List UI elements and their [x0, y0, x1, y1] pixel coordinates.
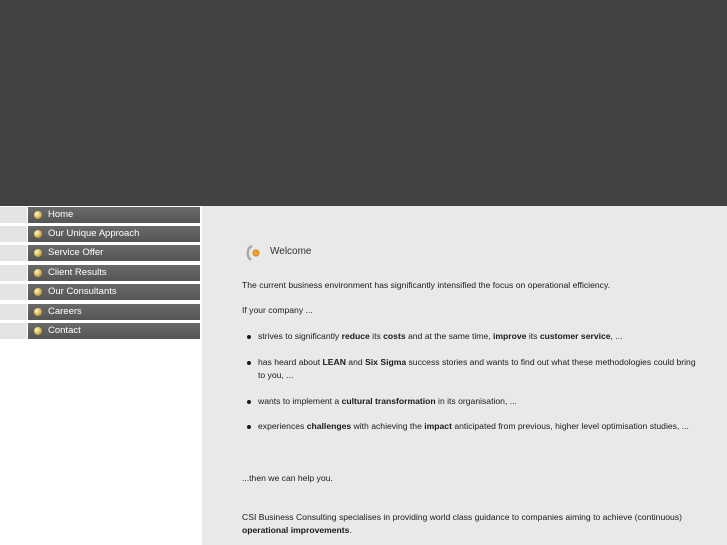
bullet-icon — [34, 211, 42, 219]
help-paragraph: ...then we can help you. — [242, 473, 333, 483]
bullet-icon — [34, 230, 42, 238]
nav-bar[interactable] — [28, 207, 200, 223]
nav-stub — [0, 304, 27, 320]
nav-stub — [0, 226, 27, 242]
nav-label[interactable]: Service Offer — [48, 247, 104, 258]
bullet-dot-icon — [247, 400, 251, 404]
bullet-dot-icon — [247, 335, 251, 339]
main-content — [202, 206, 727, 545]
nav-label[interactable]: Client Results — [48, 267, 107, 278]
nav-label[interactable]: Home — [48, 209, 74, 220]
nav-label[interactable]: Contact — [48, 325, 81, 336]
nav-item-our-unique-approach[interactable] — [0, 226, 200, 242]
nav-item-contact[interactable] — [0, 323, 200, 339]
bullet-icon — [34, 308, 42, 316]
bullet-icon — [34, 288, 42, 296]
bullet-dot-icon — [247, 361, 251, 365]
nav-bar[interactable] — [28, 284, 200, 300]
bullet-text: strives to significantly reduce its costs and at the same time, improve its customer service, ... — [258, 331, 623, 341]
intro-paragraph: The current business environment has significantly intensified the focus on operational efficiency. — [242, 280, 610, 290]
bullet-text: has heard about LEAN and Six Sigma success stories and wants to find out what these methodologies could bring to you, ... — [258, 357, 696, 380]
welcome-logo-icon — [244, 243, 264, 263]
nav-stub — [0, 284, 27, 300]
closing-paragraph: CSI Business Consulting specialises in providing world class guidance to companies aiming to achieve (continuous) operational improvements. — [242, 512, 682, 535]
nav-bar[interactable] — [28, 304, 200, 320]
site-header — [0, 0, 727, 206]
nav-stub — [0, 265, 27, 281]
bullet-text: wants to implement a cultural transformation in its organisation, ... — [258, 396, 517, 406]
bullet-dot-icon — [247, 425, 251, 429]
bullet-icon — [34, 249, 42, 257]
nav-bar[interactable] — [28, 323, 200, 339]
nav-label[interactable]: Our Unique Approach — [48, 228, 140, 239]
nav-bar[interactable] — [28, 226, 200, 242]
nav-label[interactable]: Careers — [48, 306, 82, 317]
nav-item-service-offer[interactable] — [0, 245, 200, 261]
nav-bar[interactable] — [28, 265, 200, 281]
sidebar-nav — [0, 206, 202, 545]
bullet-text: experiences challenges with achieving the impact anticipated from previous, higher level optimisation studies, ... — [258, 421, 689, 431]
nav-stub — [0, 207, 27, 223]
nav-item-our-consultants[interactable] — [0, 284, 200, 300]
nav-stub — [0, 245, 27, 261]
nav-item-client-results[interactable] — [0, 265, 200, 281]
nav-item-careers[interactable] — [0, 304, 200, 320]
if-company-paragraph: If your company ... — [242, 305, 313, 315]
nav-item-home[interactable] — [0, 207, 200, 223]
bullet-icon — [34, 269, 42, 277]
nav-label[interactable]: Our Consultants — [48, 286, 117, 297]
bullet-icon — [34, 327, 42, 335]
nav-bar[interactable] — [28, 245, 200, 261]
welcome-title: Welcome — [270, 246, 312, 257]
nav-stub — [0, 323, 27, 339]
